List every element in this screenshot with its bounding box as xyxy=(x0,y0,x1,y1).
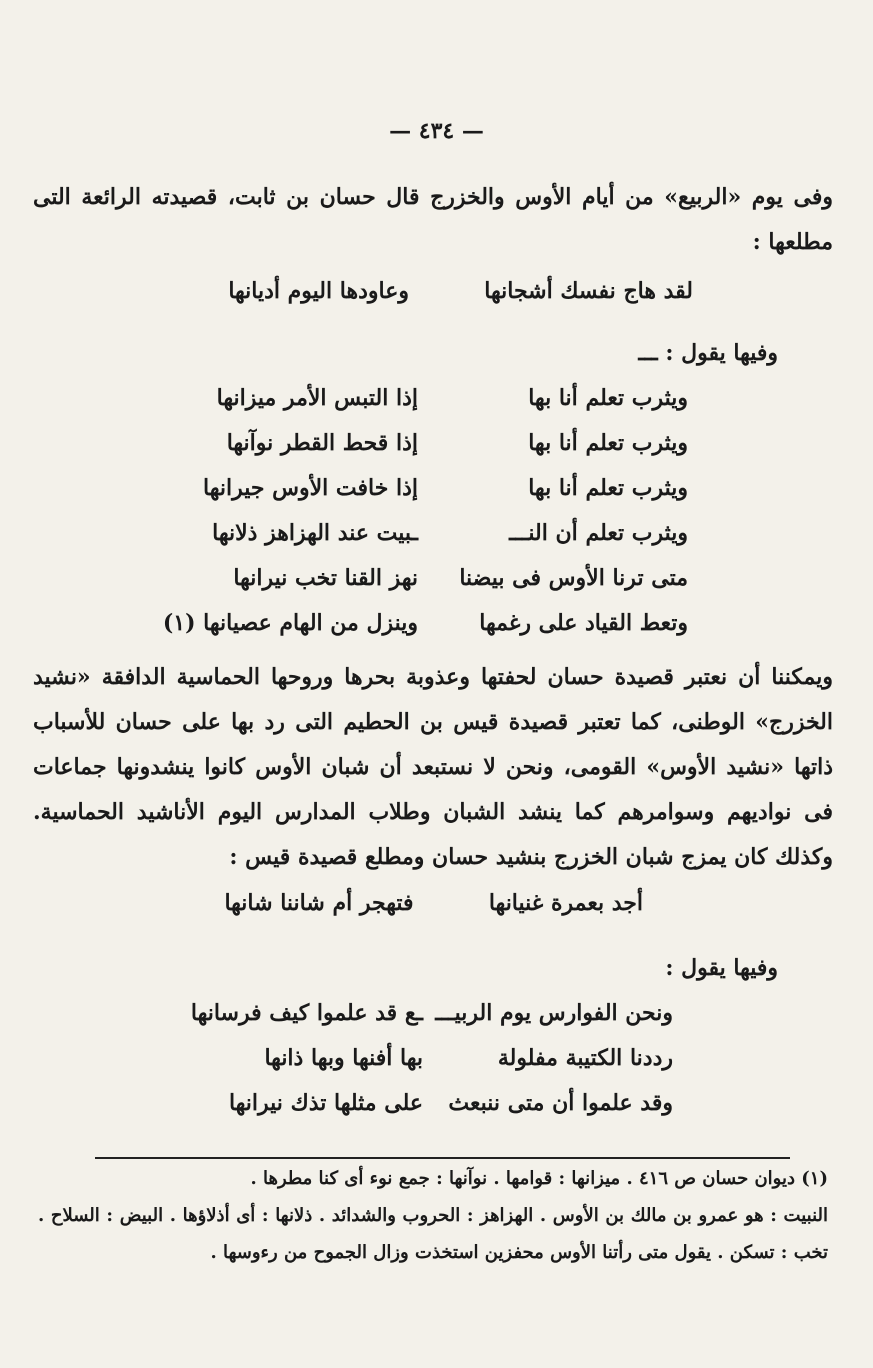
verse-hemistich-1: وتعط القياد على رغمها xyxy=(479,610,688,636)
verse-hemistich-1: ويثرب تعلم أنا بها xyxy=(528,385,688,411)
verse-hemistich-1: لقد هاج نفسك أشجانها xyxy=(484,278,693,304)
verse-hemistich-1: وقد علموا أن متى ننبعث xyxy=(448,1090,673,1116)
verse-hemistich-2: ـبيت عند الهزاهز ذلانها xyxy=(212,520,418,546)
qays-verse xyxy=(224,890,643,916)
verse-hemistich-1: ويثرب تعلم أن النـــ xyxy=(509,520,688,546)
analysis-paragraph xyxy=(33,655,833,880)
verse-line xyxy=(168,520,688,560)
verse-hemistich-2: بها أفنها وبها ذانها xyxy=(264,1045,423,1071)
verse-hemistich-1: ونحن الفوارس يوم الربيـــ xyxy=(435,1000,673,1026)
verse-hemistich-2: نهز القنا تخب نيرانها xyxy=(233,565,418,591)
footnote: (١) ديوان حسان ص ٤١٦ . ميزانها : قوامها . نوآنها : جمع نوء أى كنا مطرها . xyxy=(250,1168,828,1189)
verse-hemistich-2: وعاودها اليوم أديانها xyxy=(228,278,409,304)
verse-line xyxy=(162,610,688,650)
verse-line xyxy=(168,565,688,605)
verse-hemistich-2: إذا خافت الأوس جيرانها xyxy=(202,475,418,501)
intro-paragraph xyxy=(33,175,833,265)
verse-hemistich-1: أجد بعمرة غنيانها xyxy=(488,890,643,916)
opening-verse xyxy=(228,278,693,304)
verse-hemistich-1: رددنا الكتيبة مفلولة xyxy=(497,1045,673,1071)
verse-hemistich-1: ويثرب تعلم أنا بها xyxy=(528,430,688,456)
verse-hemistich-1: ويثرب تعلم أنا بها xyxy=(528,475,688,501)
page-number: — ٤٣٤ — xyxy=(389,118,484,144)
poem-intro: وفيها يقول : xyxy=(665,955,778,981)
verse-hemistich-2: فتهجر أم شاننا شانها xyxy=(224,890,414,916)
verse-hemistich-2: ـع قد علموا كيف فرسانها xyxy=(190,1000,423,1026)
verse-line xyxy=(193,1090,673,1130)
verse-line xyxy=(193,1045,673,1085)
verse-hemistich-2: إذا قحط القطر نوآنها xyxy=(226,430,418,456)
verse-line xyxy=(190,1000,673,1040)
verse-line xyxy=(168,430,688,470)
verse-line xyxy=(168,475,688,515)
footnotes xyxy=(38,1160,828,1271)
paragraph-text: ويمكننا أن نعتبر قصيدة حسان لحفتها وعذوبة بحرها وروحها الحماسية الدافقة «نشيد الخزرج» الوطنى، كما تعتبر قصيدة قيس بن الحطيم التى رد بها على حسان للأسباب ذاتها «نشيد الأوس» القومى، ونحن لا نستبعد أن شبان الأوس كانوا ينشدونها جماعات فى نواديهم وسوامرهم كما ينشد الشبان وطلاب المدارس اليوم الأناشيد الحماسية. وكذلك كان يمزج شبان الخزرج بنشيد حسان ومطلع قصيدة قيس : xyxy=(33,664,833,870)
poem-intro: وفيها يقول : ـــ xyxy=(638,340,778,366)
paragraph-text: وفى يوم «الربيع» من أيام الأوس والخزرج قال حسان بن ثابت، قصيدته الرائعة التى مطلعها : xyxy=(33,184,833,255)
verse-hemistich-2: إذا التبس الأمر ميزانها xyxy=(216,385,418,411)
verse-hemistich-2: وينزل من الهام عصيانها (١) xyxy=(162,610,418,636)
verse-line xyxy=(168,385,688,425)
footnote: النبيت : هو عمرو بن مالك بن الأوس . الهزاهز : الحروب والشدائد . ذلانها : أى أذلاؤها . البيض : السلاح . تخب : تسكن . يقول متى رأتنا الأوس محفزين استخذت وزال الجموح من رءوسها . xyxy=(38,1205,828,1263)
verse-hemistich-1: متى ترنا الأوس فى بيضنا xyxy=(459,565,688,591)
footnote-divider xyxy=(95,1157,790,1159)
verse-hemistich-2: على مثلها تذك نيرانها xyxy=(228,1090,423,1116)
